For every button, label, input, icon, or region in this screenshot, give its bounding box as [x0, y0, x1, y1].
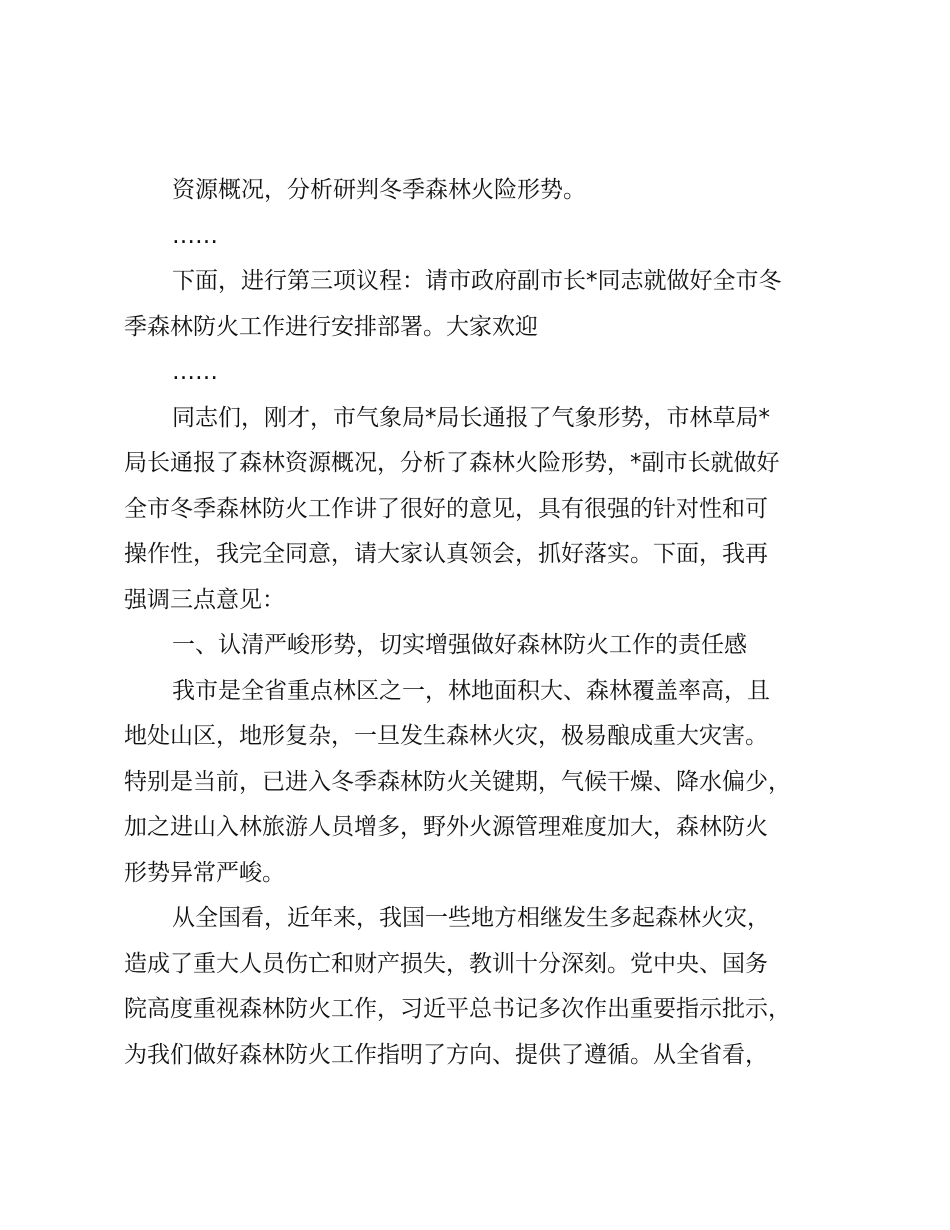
section-heading: 一、认清严峻形势，切实增强做好森林防火工作的责任感 [172, 632, 747, 658]
ellipsis-line: …… [172, 359, 218, 385]
text-line: 造成了重大人员伤亡和财产损失，教训十分深刻。党中央、国务 [124, 950, 768, 977]
text-line: 我市是全省重点林区之一，林地面积大、森林覆盖率高，且 [172, 677, 770, 704]
text-line: 为我们做好森林防火工作指明了方向、提供了遵循。从全省看， [124, 1041, 768, 1068]
text-line: 同志们，刚才，市气象局*局长通报了气象形势，市林草局* [172, 404, 770, 431]
text-line: 地处山区，地形复杂，一旦发生森林火灾，极易酿成重大灾害。 [124, 723, 768, 749]
text-line: 下面，进行第三项议程：请市政府副市长*同志就做好全市冬 [172, 268, 782, 294]
text-line: 特别是当前，已进入冬季森林防火关键期，气候干燥、降水偏少， [124, 768, 791, 795]
text-line: 强调三点意见： [124, 586, 285, 613]
ellipsis-line: …… [172, 222, 218, 249]
text-line: 形势异常严峻。 [124, 859, 285, 886]
text-line: 从全国看，近年来，我国一些地方相继发生多起森林火灾， [172, 905, 770, 931]
text-line: 资源概况，分析研判冬季森林火险形势。 [172, 177, 586, 203]
text-line: 院高度重视森林防火工作，习近平总书记多次作出重要指示批示， [124, 996, 791, 1022]
document-body [124, 168, 864, 1078]
text-line: 操作性，我完全同意，请大家认真领会，抓好落实。下面，我再 [124, 541, 768, 567]
text-line: 局长通报了森林资源概况，分析了森林火险形势，*副市长就做好 [124, 450, 780, 476]
text-line: 季森林防火工作进行安排部署。大家欢迎 [124, 313, 538, 340]
text-line: 加之进山入林旅游人员增多，野外火源管理难度加大，森林防火 [124, 814, 768, 840]
text-line: 全市冬季森林防火工作讲了很好的意见，具有很强的针对性和可 [124, 495, 768, 522]
